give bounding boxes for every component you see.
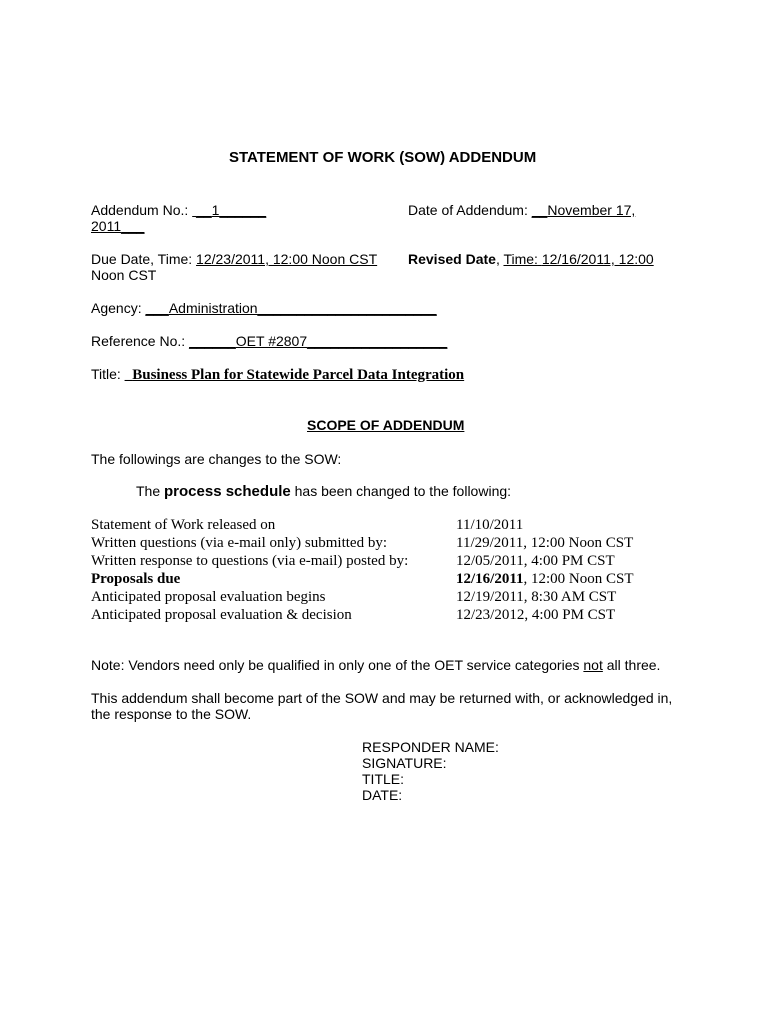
page-title: STATEMENT OF WORK (SOW) ADDENDUM [229,149,537,166]
date-of-addendum-year: 2011___ [91,218,145,234]
agency-field [91,300,437,316]
revised-date-label: Revised Date [408,251,496,267]
due-date-label: Due Date, Time: [91,251,193,267]
reference-no-label: Reference No.: [91,333,186,349]
scope-heading: SCOPE OF ADDENDUM [307,417,465,433]
addendum-no-value: __1______ [196,202,267,218]
closing-line-2: the response to the SOW. [91,706,252,722]
date-of-addendum-value: __November 17, [531,202,636,218]
responder-name-label: RESPONDER NAME: [362,739,499,755]
title-field [91,366,464,383]
revised-date-field: Revised Date, Time: 12/16/2011, 12:00 [408,251,654,267]
schedule-date: 12/23/2012, 4:00 PM CST [456,607,616,623]
schedule-intro-emphasis: process schedule [164,483,291,500]
signature-label: SIGNATURE: [362,755,447,771]
due-date-value-continued: Noon CST [91,267,157,283]
schedule-event: Written response to questions (via e-mail) posted by: [91,553,409,569]
schedule-date: 11/10/2011 [456,517,524,533]
schedule-intro: The process schedule has been changed to the following: [136,483,512,500]
schedule-event: Proposals due [91,571,181,587]
schedule-event: Anticipated proposal evaluation begins [91,589,326,605]
date-of-addendum-label: Date of Addendum: [408,202,528,218]
note-emphasis: not [583,657,603,673]
schedule-date: 12/19/2011, 8:30 AM CST [456,589,617,605]
addendum-no-label: Addendum No.: [91,202,189,218]
vendor-note: Note: Vendors need only be qualified in only one of the OET service categories not all three. [91,657,661,673]
schedule-dates [456,516,634,624]
title-value: _Business Plan for Statewide Parcel Data Integration [124,367,465,383]
addendum-no-field [91,202,266,218]
agency-label: Agency: [91,300,142,316]
schedule-date: 11/29/2011, 12:00 Noon CST [456,535,634,551]
signature-date-label: DATE: [362,787,403,803]
signer-title-label: TITLE: [362,771,405,787]
agency-value: ___Administration_______________________ [145,300,437,316]
title-label: Title: [91,366,121,382]
schedule-events [91,516,408,624]
date-of-addendum-field [408,202,635,218]
reference-no-field [91,333,447,349]
schedule-event: Statement of Work released on [91,517,276,533]
due-date-field [91,251,377,267]
schedule-date: 12/05/2011, 4:00 PM CST [456,553,615,569]
schedule-event: Written questions (via e-mail only) submitted by: [91,535,388,551]
schedule-event: Anticipated proposal evaluation & decision [91,607,352,623]
schedule-date: 12/16/2011, 12:00 Noon CST [456,571,634,587]
reference-no-value: ______OET #2807__________________ [189,333,448,349]
closing-line-1: This addendum shall become part of the SOW and may be returned with, or acknowledged in, [91,690,673,706]
scope-intro: The followings are changes to the SOW: [91,451,342,467]
due-date-value: 12/23/2011, 12:00 Noon CST [196,251,378,267]
revised-date-value: Time: 12/16/2011, 12:00 [503,251,654,267]
